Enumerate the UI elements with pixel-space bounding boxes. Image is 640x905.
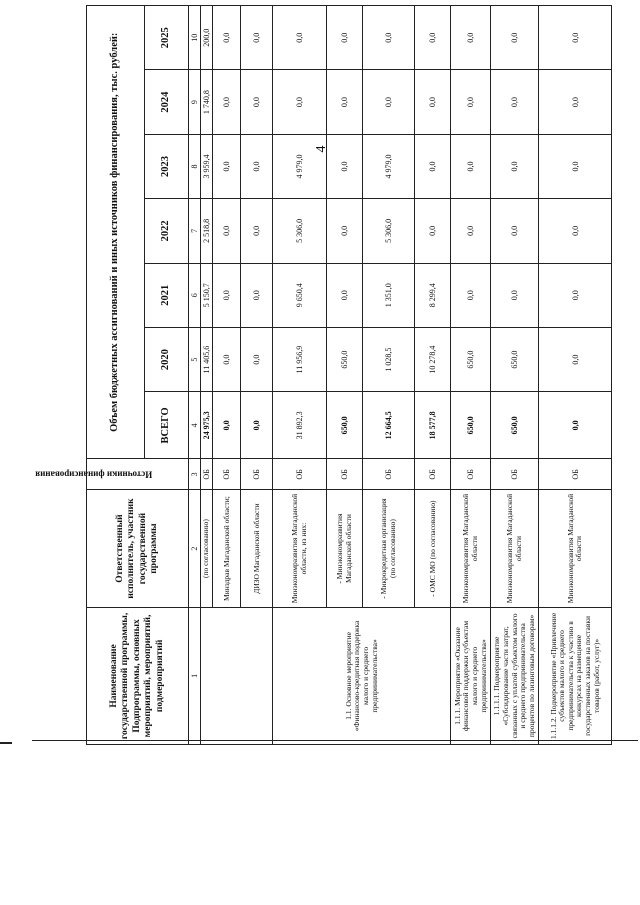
row-year-value-cell: 0,0 — [213, 6, 241, 70]
row-responsible-cell: ДИЗО Магаданской области — [241, 490, 273, 608]
rule-tick — [0, 742, 12, 744]
row-source-cell: ОБ — [327, 459, 363, 490]
table-row — [539, 6, 612, 745]
row-year-value-cell: 0,0 — [213, 134, 241, 198]
row-year-value-cell: 0,0 — [363, 6, 415, 70]
row-source-cell: ОБ — [273, 459, 327, 490]
row-year-value-cell: 0,0 — [241, 199, 273, 263]
row-year-value-cell: 0,0 — [415, 199, 451, 263]
row-responsible-cell: Минэкономразвития Магаданской области, из них: — [273, 490, 327, 608]
row-source-cell: ОБ — [363, 459, 415, 490]
row-year-value-cell: 0,0 — [415, 6, 451, 70]
row-year-value-cell: 0,0 — [241, 263, 273, 327]
row-responsible-cell: Минздрав Магаданской области; — [213, 490, 241, 608]
row-year-value-cell: 1 351,0 — [363, 263, 415, 327]
row-year-value-cell: 0,0 — [327, 70, 363, 134]
header-year-2023: 2023 — [145, 134, 189, 198]
row-responsible-cell: - Минэкономразвития Магаданской области — [327, 490, 363, 608]
row-source-cell: ОБ — [491, 459, 539, 490]
header-year-2024: 2024 — [145, 70, 189, 134]
row-total-cell: 650,0 — [491, 392, 539, 459]
col-number: 1 — [189, 607, 201, 744]
row-total-cell: 18 577,8 — [415, 392, 451, 459]
row-source-cell: ОБ — [451, 459, 491, 490]
header-funding-group: Объем бюджетных ассигнований и иных источников финансирования, тыс. рублей: — [87, 6, 145, 460]
row-responsible-cell: Минэкономразвития Магаданской области — [491, 490, 539, 608]
row-name-cell: 1.1.1.1. Подмероприятие «Субсидирование части затрат, связанных с уплатой субъектом малого и среднего предпринимательства процентов по лизинговым договорам» — [491, 607, 539, 744]
row-total-cell: 0,0 — [213, 392, 241, 459]
row-year-value-cell: 0,0 — [539, 70, 612, 134]
row-year-value-cell: 0,0 — [539, 6, 612, 70]
row-total-cell: 12 664,5 — [363, 392, 415, 459]
row-responsible-cell: Минэкономразвития Магаданской области — [451, 490, 491, 608]
row-year-value-cell: 0,0 — [491, 263, 539, 327]
page-number: 4 — [314, 145, 329, 153]
row-source-cell: ОБ — [539, 459, 612, 490]
row-year-value-cell: 0,0 — [491, 6, 539, 70]
row-year-value-cell: 0,0 — [539, 199, 612, 263]
header-year-2021: 2021 — [145, 263, 189, 327]
row-year-value-cell: 8 299,4 — [415, 263, 451, 327]
row-year-value-cell: 1 028,5 — [363, 327, 415, 391]
row-year-value-cell: 0,0 — [451, 134, 491, 198]
row-year-value-cell: 0,0 — [451, 70, 491, 134]
row-total-cell: 650,0 — [451, 392, 491, 459]
row-year-value-cell: 3 959,4 — [201, 134, 213, 198]
header-responsible: Ответственный исполнитель, участник государственной программы — [87, 490, 189, 608]
col-number: 8 — [189, 134, 201, 198]
row-total-cell: 24 975,3 — [201, 392, 213, 459]
row-year-value-cell: 0,0 — [213, 263, 241, 327]
table-row — [201, 6, 213, 745]
funding-table — [35, 5, 612, 745]
row-name-cell: 1.1.1.2. Подмероприятие «Привлечение субъектов малого и среднего предпринимательства к участию в конкурсах на размещение государственных заказов на поставки товаров (работ, услуг)» — [539, 607, 612, 744]
row-year-value-cell: 0,0 — [327, 6, 363, 70]
header-row-1 — [87, 6, 145, 745]
column-number-row — [189, 6, 201, 745]
header-source: Источники финансирования — [87, 459, 189, 490]
row-year-value-cell: 650,0 — [491, 327, 539, 391]
funding-table-wrapper — [35, 5, 610, 745]
table-row — [273, 6, 327, 745]
row-year-value-cell: 0,0 — [491, 199, 539, 263]
col-number: 3 — [189, 459, 201, 490]
header-year-2025: 2025 — [145, 6, 189, 70]
row-year-value-cell: 650,0 — [327, 327, 363, 391]
row-year-value-cell: 200,0 — [201, 6, 213, 70]
row-year-value-cell: 1 740,8 — [201, 70, 213, 134]
row-source-cell: ОБ — [213, 459, 241, 490]
row-year-value-cell: 0,0 — [327, 199, 363, 263]
row-year-value-cell: 4 979,0 — [273, 134, 327, 198]
col-number: 2 — [189, 490, 201, 608]
row-year-value-cell: 4 979,0 — [363, 134, 415, 198]
row-source-cell: ОБ — [415, 459, 451, 490]
row-year-value-cell: 0,0 — [327, 263, 363, 327]
row-year-value-cell: 0,0 — [327, 134, 363, 198]
row-year-value-cell: 0,0 — [213, 199, 241, 263]
row-responsible-cell: (по согласованию) — [201, 490, 213, 608]
row-year-value-cell: 0,0 — [273, 70, 327, 134]
row-year-value-cell: 9 650,4 — [273, 263, 327, 327]
row-year-value-cell: 0,0 — [363, 70, 415, 134]
row-total-cell: 0,0 — [539, 392, 612, 459]
col-number: 4 — [189, 392, 201, 459]
row-year-value-cell: 0,0 — [273, 6, 327, 70]
row-responsible-cell: - ОМС МО (по согласованию) — [415, 490, 451, 608]
row-year-value-cell: 5 150,7 — [201, 263, 213, 327]
col-number: 7 — [189, 199, 201, 263]
row-year-value-cell: 0,0 — [539, 263, 612, 327]
row-year-value-cell: 0,0 — [539, 134, 612, 198]
row-name-cell: 1.1. Основное мероприятие «Финансово-кредитная поддержка малого и среднего предпринимательства» — [273, 607, 451, 744]
row-year-value-cell: 0,0 — [451, 6, 491, 70]
table-row — [451, 6, 491, 745]
horizontal-rule — [32, 740, 638, 741]
row-year-value-cell: 2 518,8 — [201, 199, 213, 263]
row-year-value-cell: 0,0 — [241, 327, 273, 391]
row-responsible-cell: - Микрокредитная организация (по согласованию) — [363, 490, 415, 608]
row-year-value-cell: 0,0 — [491, 134, 539, 198]
row-year-value-cell: 11 405,6 — [201, 327, 213, 391]
row-year-value-cell: 0,0 — [213, 70, 241, 134]
header-total: ВСЕГО — [145, 392, 189, 459]
row-responsible-cell: Минэкономразвития Магаданской области — [539, 490, 612, 608]
row-year-value-cell: 650,0 — [451, 327, 491, 391]
header-year-2020: 2020 — [145, 327, 189, 391]
row-total-cell: 650,0 — [327, 392, 363, 459]
col-number: 9 — [189, 70, 201, 134]
row-name-cell — [201, 607, 273, 744]
row-source-cell: ОБ — [241, 459, 273, 490]
row-year-value-cell: 0,0 — [415, 134, 451, 198]
row-year-value-cell: 0,0 — [241, 6, 273, 70]
row-total-cell: 31 892,3 — [273, 392, 327, 459]
col-number: 10 — [189, 6, 201, 70]
header-year-2022: 2022 — [145, 199, 189, 263]
col-number: 6 — [189, 263, 201, 327]
row-name-cell: 1.1.1. Мероприятие «Оказание финансовой поддержки субъектам малого и среднего предпринимательства» — [451, 607, 491, 744]
row-total-cell: 0,0 — [241, 392, 273, 459]
header-name: Наименование государственной программы, Подпрограммы, основных мероприятий, мероприятий, подмероприятий — [87, 607, 189, 744]
row-year-value-cell: 11 956,9 — [273, 327, 327, 391]
row-year-value-cell: 5 306,0 — [273, 199, 327, 263]
row-year-value-cell: 0,0 — [241, 134, 273, 198]
row-year-value-cell: 0,0 — [491, 70, 539, 134]
table-row — [491, 6, 539, 745]
row-year-value-cell: 0,0 — [213, 327, 241, 391]
row-year-value-cell: 0,0 — [539, 327, 612, 391]
col-number: 5 — [189, 327, 201, 391]
row-year-value-cell: 10 278,4 — [415, 327, 451, 391]
row-year-value-cell: 0,0 — [451, 199, 491, 263]
row-year-value-cell: 5 306,0 — [363, 199, 415, 263]
row-source-cell: ОБ — [201, 459, 213, 490]
row-year-value-cell: 0,0 — [241, 70, 273, 134]
row-year-value-cell: 0,0 — [451, 263, 491, 327]
row-year-value-cell: 0,0 — [415, 70, 451, 134]
